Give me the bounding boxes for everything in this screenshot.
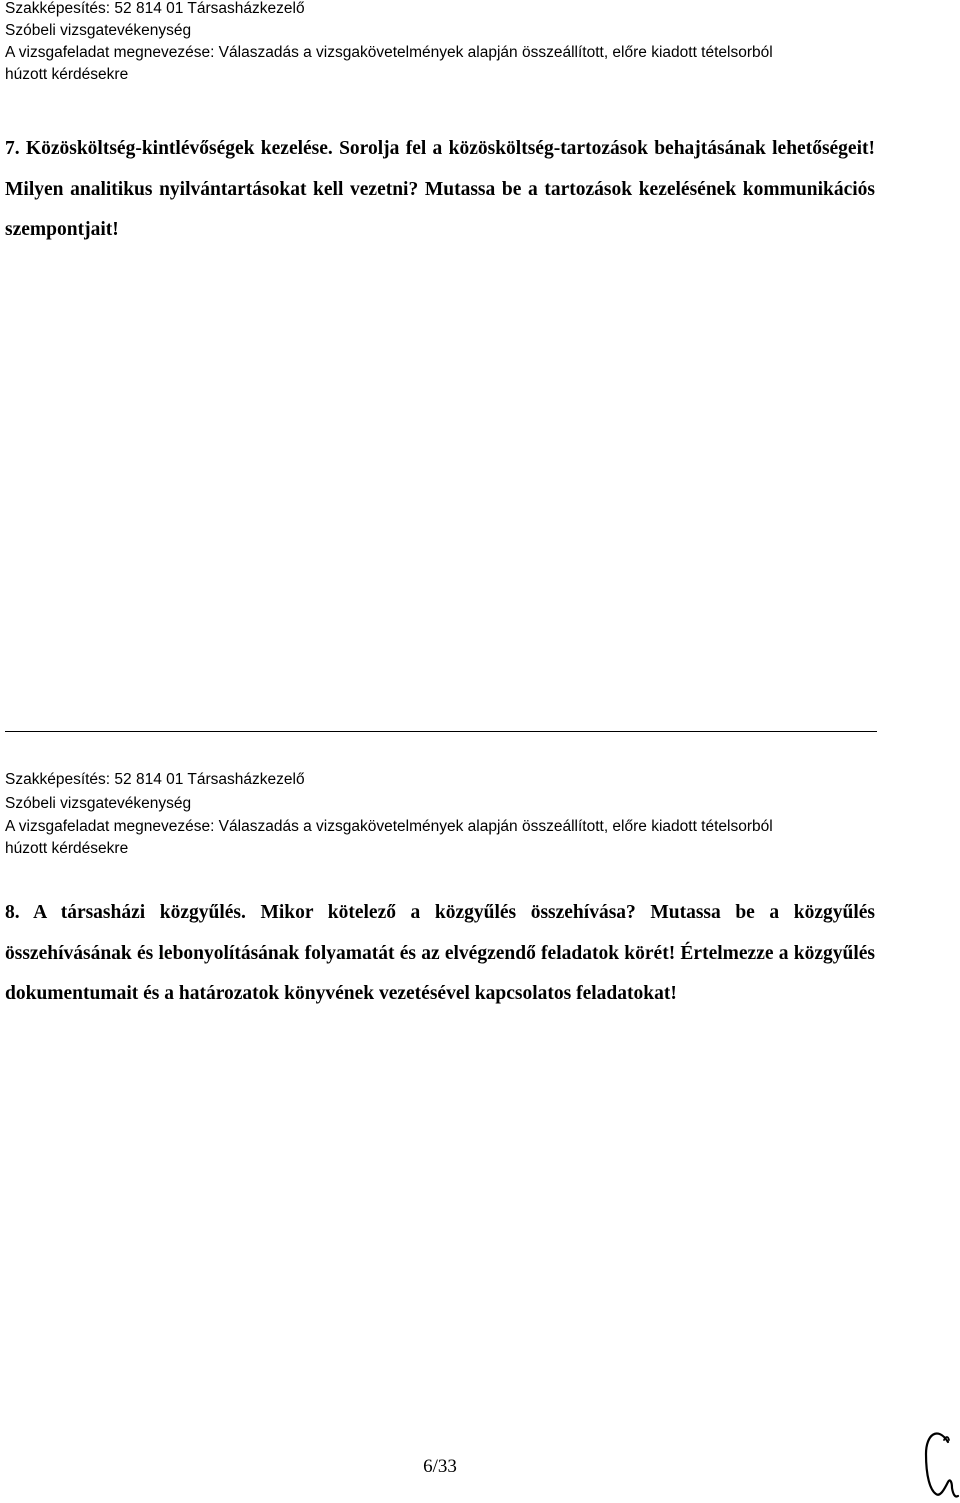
qualification-line: Szakképesítés: 52 814 01 Társasházkezelő [5, 0, 305, 17]
qualification-line: Szakképesítés: 52 814 01 Társasházkezelő [5, 771, 305, 788]
task-name-line-cont: húzott kérdésekre [5, 66, 129, 83]
exam-type-line: Szóbeli vizsgatevékenység [5, 22, 192, 39]
task-name-line: A vizsgafeladat megnevezése: Válaszadás a vizsgakövetelmények alapján összeállított, előre kiadott tételsorból [5, 818, 773, 835]
question-8: 8. A társasházi közgyűlés. Mikor kötelező a közgyűlés összehívása? Mutassa be a közgyűlés összehívásának és lebonyolításának folyamatát és az elvégzendő feladatok körét! Értelmezze a közgyűlés dokumentumait és a határozatok könyvének vezetésével kapcsolatos feladatokat! [5, 902, 875, 1004]
page-divider [5, 731, 877, 732]
signature-mark [918, 1420, 960, 1502]
page-number: 6/33 [423, 1456, 457, 1477]
task-name-line: A vizsgafeladat megnevezése: Válaszadás a vizsgakövetelmények alapján összeállított, előre kiadott tételsorból [5, 44, 773, 61]
exam-type-line: Szóbeli vizsgatevékenység [5, 795, 192, 812]
question-7: 7. Közösköltség-kintlévőségek kezelése. Sorolja fel a közösköltség-tartozások behajtásának lehetőségeit! Milyen analitikus nyilvántartásokat kell vezetni? Mutassa be a tartozások kezelésének kommunikációs szempontjait! [5, 138, 875, 240]
task-name-line-cont: húzott kérdésekre [5, 840, 129, 857]
